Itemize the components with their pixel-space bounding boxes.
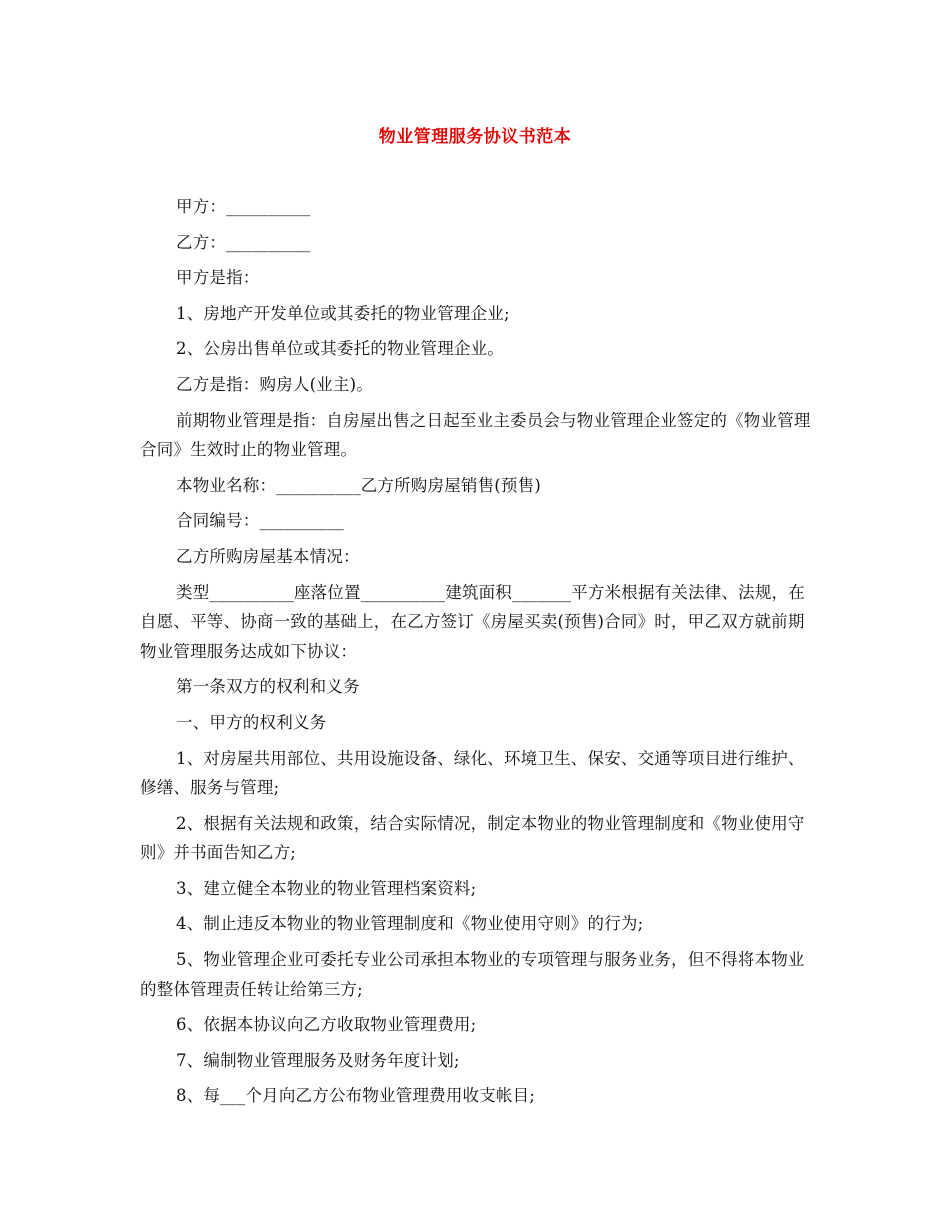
duty-item-1: 1、对房屋共用部位、共用设施设备、绿化、环境卫生、保安、交通等项目进行维护、修缮、服务与管理; xyxy=(140,748,805,798)
party-a-line: 甲方：__________ xyxy=(176,197,311,216)
contract-number-line: 合同编号：__________ xyxy=(176,511,344,531)
party-a-item-2: 2、公房出售单位或其委托的物业管理企业。 xyxy=(176,339,504,359)
house-info-heading: 乙方所购房屋基本情况： xyxy=(176,546,360,566)
house-info-paragraph: 类型__________座落位置__________建筑面积_______平方米根据有关法律、法规，在自愿、平等、协商一致的基础上，在乙方签订《房屋买卖(预售)合同》时，甲乙双方就前期物业管理服务达成如下协议： xyxy=(140,582,805,661)
duty-item-8: 8、每___个月向乙方公布物业管理费用收支帐目; xyxy=(176,1086,536,1106)
document-title: 物业管理服务协议书范本 xyxy=(378,127,572,147)
article-1-heading: 第一条双方的权利和义务 xyxy=(176,677,360,697)
party-b-line: 乙方：__________ xyxy=(176,232,311,252)
preliminary-management-definition: 前期物业管理是指：自房屋出售之日起至业主委员会与物业管理企业签定的《物业管理合同》生效时止的物业管理。 xyxy=(140,410,811,460)
duty-item-3: 3、建立健全本物业的物业管理档案资料; xyxy=(176,878,477,898)
duty-item-6: 6、依据本协议向乙方收取物业管理费用; xyxy=(176,1015,477,1035)
document-body xyxy=(140,192,812,1117)
duty-item-4: 4、制止违反本物业的物业管理制度和《物业使用守则》的行为; xyxy=(176,914,644,934)
property-name-line: 本物业名称：__________乙方所购房屋销售(预售) xyxy=(176,475,541,495)
duty-item-5: 5、物业管理企业可委托专业公司承担本物业的专项管理与服务业务，但不得将本物业的整体管理责任转让给第三方; xyxy=(140,950,805,999)
section-a-heading: 一、甲方的权利义务 xyxy=(176,712,327,732)
party-b-definition: 乙方是指：购房人(业主)。 xyxy=(176,374,373,394)
duty-item-7: 7、编制物业管理服务及财务年度计划; xyxy=(176,1050,460,1070)
party-a-definition: 甲方是指： xyxy=(176,268,260,288)
duty-item-2: 2、根据有关法规和政策，结合实际情况，制定本物业的物业管理制度和《物业使用守则》并书面告知乙方; xyxy=(140,813,805,863)
party-a-item-1: 1、房地产开发单位或其委托的物业管理企业; xyxy=(176,303,510,323)
